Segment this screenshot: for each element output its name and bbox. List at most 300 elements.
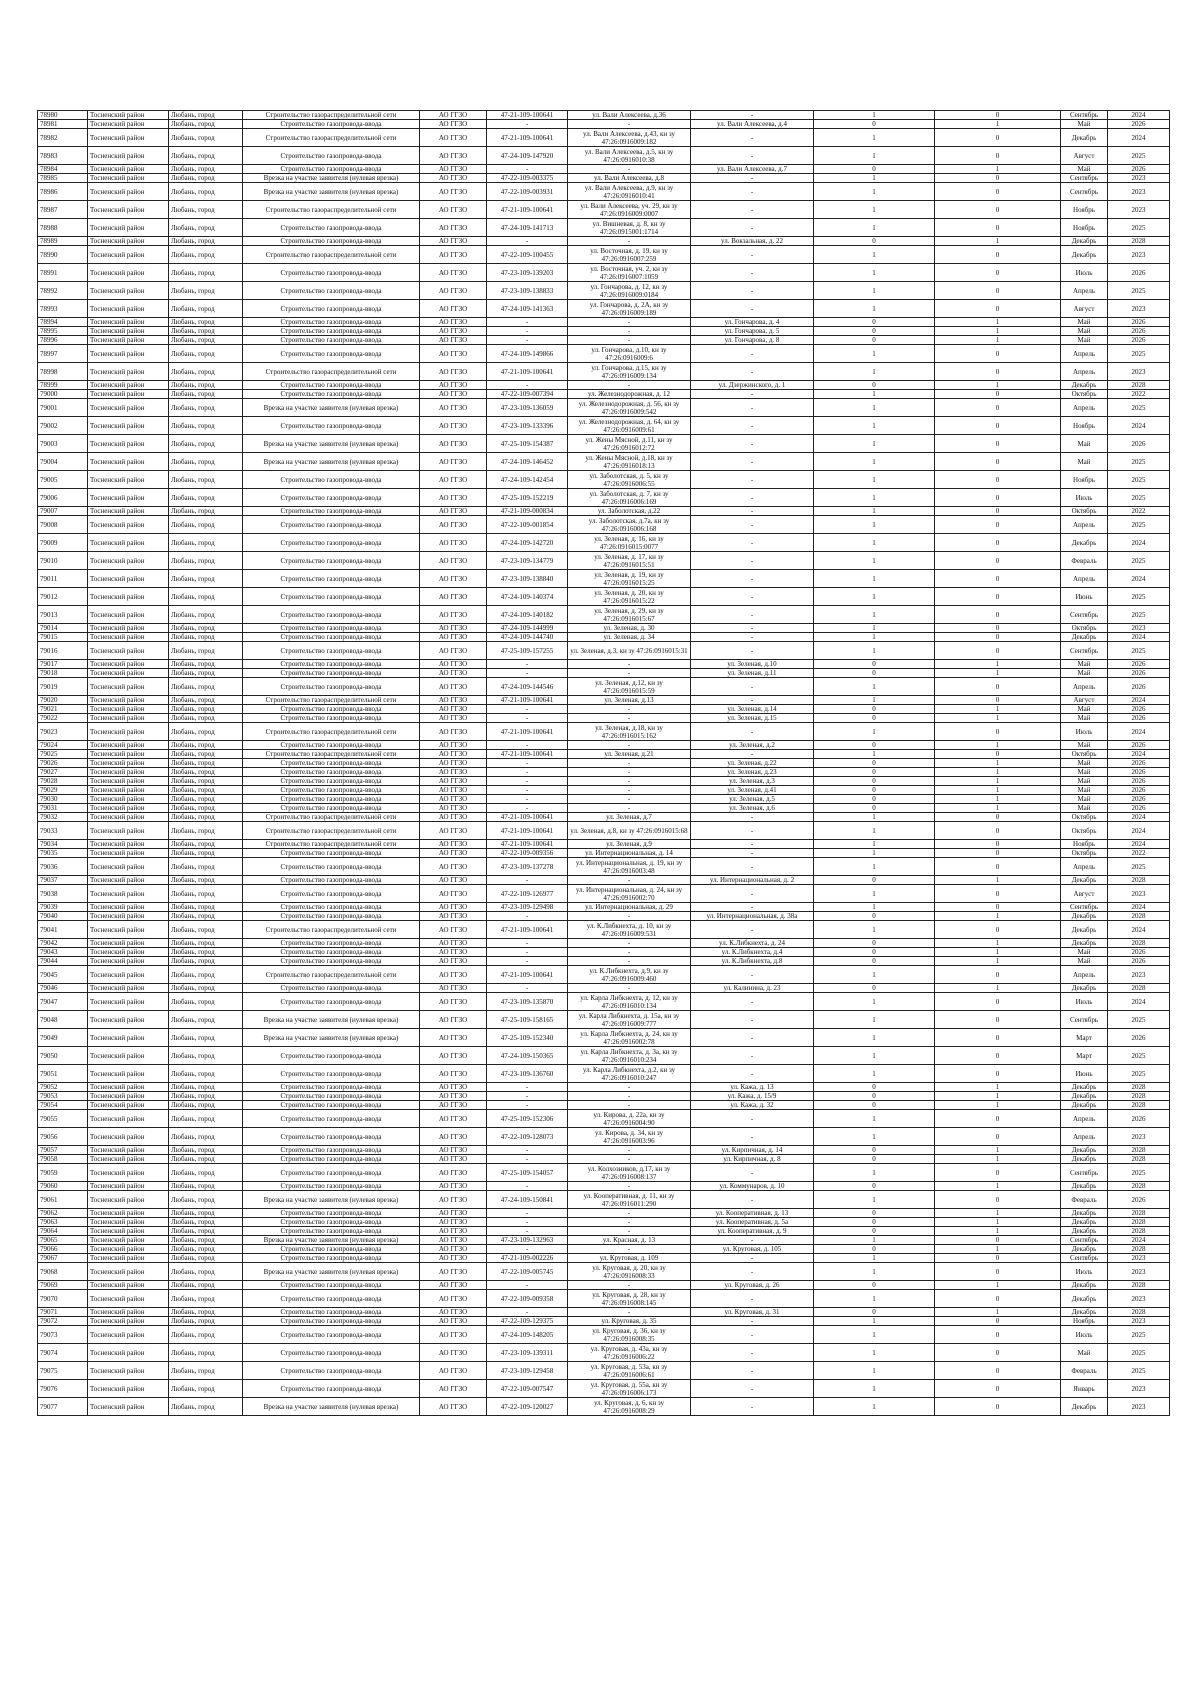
cell-year: 2024: [1108, 813, 1170, 822]
cell-work-type: Врезка на участке заявителя (нулевая врезка): [243, 1236, 420, 1245]
cell-tu-number: -: [487, 939, 568, 948]
cell-organization: АО ГГЗО: [420, 633, 487, 642]
cell-organization: АО ГГЗО: [420, 489, 487, 507]
cell-district: Тосненский район: [88, 840, 169, 849]
cell-district: Тосненский район: [88, 1011, 169, 1029]
cell-district: Тосненский район: [88, 1380, 169, 1398]
cell-row-number: 79048: [38, 1011, 88, 1029]
cell-count-without-tu: 0: [935, 471, 1061, 489]
cell-organization: АО ГГЗО: [420, 759, 487, 768]
cell-year: 2024: [1108, 633, 1170, 642]
cell-count-with-tu: 0: [814, 912, 935, 921]
cell-address-without-tu: -: [691, 552, 814, 570]
cell-count-without-tu: 0: [935, 588, 1061, 606]
cell-address-without-tu: -: [691, 1254, 814, 1263]
cell-locality: Любань, город: [169, 282, 243, 300]
cell-work-type: Строительство газопровода-ввода: [243, 660, 420, 669]
cell-locality: Любань, город: [169, 777, 243, 786]
cell-year: 2023: [1108, 966, 1170, 984]
cell-address-without-tu: ул. Зеленая, д.23: [691, 768, 814, 777]
table-row: [38, 1317, 1170, 1326]
cell-tu-number: 47-21-109-100641: [487, 750, 568, 759]
cell-month: Декабрь: [1061, 534, 1108, 552]
cell-locality: Любань, город: [169, 1263, 243, 1281]
cell-tu-number: 47-23-109-138840: [487, 570, 568, 588]
cell-district: Тосненский район: [88, 417, 169, 435]
cell-year: 2026: [1108, 948, 1170, 957]
cell-address-without-tu: ул. Зеленая, д.2: [691, 741, 814, 750]
cell-address-with-cadastral: -: [568, 957, 691, 966]
cell-row-number: 79063: [38, 1218, 88, 1227]
cell-locality: Любань, город: [169, 1218, 243, 1227]
cell-locality: Любань, город: [169, 1047, 243, 1065]
table-row: [38, 1110, 1170, 1128]
cell-district: Тосненский район: [88, 1047, 169, 1065]
cell-count-without-tu: 1: [935, 714, 1061, 723]
cell-month: Июнь: [1061, 588, 1108, 606]
cell-row-number: 78982: [38, 129, 88, 147]
cell-work-type: Строительство газопровода-ввода: [243, 282, 420, 300]
table-row: [38, 1380, 1170, 1398]
cell-locality: Любань, город: [169, 885, 243, 903]
cell-locality: Любань, город: [169, 1326, 243, 1344]
cell-year: 2025: [1108, 1065, 1170, 1083]
cell-year: 2026: [1108, 777, 1170, 786]
table-row: [38, 165, 1170, 174]
cell-row-number: 79030: [38, 795, 88, 804]
cell-row-number: 79022: [38, 714, 88, 723]
cell-row-number: 79020: [38, 696, 88, 705]
cell-address-with-cadastral: ул. Зеленая, д. 16, кн зу 47:26:0916015:0077: [568, 534, 691, 552]
cell-district: Тосненский район: [88, 1146, 169, 1155]
cell-work-type: Строительство газопровода-ввода: [243, 1245, 420, 1254]
cell-month: Июль: [1061, 1263, 1108, 1281]
cell-count-with-tu: 1: [814, 201, 935, 219]
table-row: [38, 1164, 1170, 1182]
cell-district: Тосненский район: [88, 741, 169, 750]
cell-row-number: 79013: [38, 606, 88, 624]
cell-district: Тосненский район: [88, 804, 169, 813]
cell-organization: АО ГГЗО: [420, 336, 487, 345]
cell-address-without-tu: -: [691, 1164, 814, 1182]
cell-year: 2025: [1108, 219, 1170, 237]
cell-district: Тосненский район: [88, 318, 169, 327]
cell-address-with-cadastral: -: [568, 984, 691, 993]
cell-work-type: Строительство газопровода-ввода: [243, 633, 420, 642]
cell-tu-number: 47-23-109-138833: [487, 282, 568, 300]
cell-row-number: 78998: [38, 363, 88, 381]
table-row: [38, 471, 1170, 489]
cell-address-without-tu: -: [691, 246, 814, 264]
cell-month: Май: [1061, 1344, 1108, 1362]
cell-organization: АО ГГЗО: [420, 1362, 487, 1380]
cell-count-without-tu: 0: [935, 966, 1061, 984]
cell-organization: АО ГГЗО: [420, 129, 487, 147]
cell-work-type: Строительство газопровода-ввода: [243, 165, 420, 174]
table-row: [38, 1362, 1170, 1380]
cell-month: Февраль: [1061, 1362, 1108, 1380]
cell-count-with-tu: 1: [814, 516, 935, 534]
cell-locality: Любань, город: [169, 183, 243, 201]
cell-address-without-tu: -: [691, 534, 814, 552]
cell-organization: АО ГГЗО: [420, 786, 487, 795]
cell-organization: АО ГГЗО: [420, 1344, 487, 1362]
cell-row-number: 79029: [38, 786, 88, 795]
cell-tu-number: -: [487, 1083, 568, 1092]
cell-month: Ноябрь: [1061, 417, 1108, 435]
cell-address-without-tu: -: [691, 1029, 814, 1047]
cell-count-without-tu: 1: [935, 939, 1061, 948]
cell-district: Тосненский район: [88, 849, 169, 858]
cell-count-without-tu: 0: [935, 1164, 1061, 1182]
cell-tu-number: 47-24-109-149866: [487, 345, 568, 363]
table-row: [38, 786, 1170, 795]
cell-row-number: 79032: [38, 813, 88, 822]
table-row: [38, 453, 1170, 471]
cell-count-without-tu: 1: [935, 1308, 1061, 1317]
table-row: [38, 858, 1170, 876]
cell-tu-number: 47-21-109-100641: [487, 723, 568, 741]
cell-year: 2026: [1108, 1029, 1170, 1047]
cell-row-number: 79008: [38, 516, 88, 534]
cell-address-with-cadastral: ул. К.Либкнехта, д.9, кн зу 47:26:0916009:460: [568, 966, 691, 984]
cell-district: Тосненский район: [88, 516, 169, 534]
cell-month: Апрель: [1061, 516, 1108, 534]
cell-year: 2023: [1108, 1290, 1170, 1308]
cell-locality: Любань, город: [169, 669, 243, 678]
cell-organization: АО ГГЗО: [420, 1245, 487, 1254]
cell-work-type: Строительство газораспределительной сети: [243, 813, 420, 822]
cell-district: Тосненский район: [88, 282, 169, 300]
cell-organization: АО ГГЗО: [420, 822, 487, 840]
cell-district: Тосненский район: [88, 399, 169, 417]
cell-month: Март: [1061, 1029, 1108, 1047]
cell-work-type: Строительство газопровода-ввода: [243, 318, 420, 327]
cell-organization: АО ГГЗО: [420, 516, 487, 534]
cell-organization: АО ГГЗО: [420, 678, 487, 696]
cell-organization: АО ГГЗО: [420, 588, 487, 606]
cell-address-with-cadastral: -: [568, 1155, 691, 1164]
cell-work-type: Строительство газопровода-ввода: [243, 642, 420, 660]
cell-year: 2026: [1108, 435, 1170, 453]
cell-month: Декабрь: [1061, 1308, 1108, 1317]
table-row: [38, 246, 1170, 264]
cell-organization: АО ГГЗО: [420, 1092, 487, 1101]
cell-organization: АО ГГЗО: [420, 570, 487, 588]
cell-work-type: Строительство газопровода-ввода: [243, 1362, 420, 1380]
cell-locality: Любань, город: [169, 750, 243, 759]
cell-address-with-cadastral: ул. Круговая, д. 36, кн зу 47:26:0916008:35: [568, 1326, 691, 1344]
cell-address-with-cadastral: ул. Зеленая, д.21: [568, 750, 691, 759]
cell-address-with-cadastral: ул. Круговая, д. 55а, кн зу 47:26:0916006:173: [568, 1380, 691, 1398]
cell-address-without-tu: -: [691, 489, 814, 507]
cell-month: Май: [1061, 453, 1108, 471]
cell-count-with-tu: 0: [814, 741, 935, 750]
cell-count-with-tu: 1: [814, 219, 935, 237]
cell-locality: Любань, город: [169, 678, 243, 696]
cell-organization: АО ГГЗО: [420, 624, 487, 633]
cell-count-without-tu: 1: [935, 795, 1061, 804]
cell-locality: Любань, город: [169, 174, 243, 183]
cell-count-with-tu: 1: [814, 1164, 935, 1182]
cell-address-without-tu: ул. Вали Алексеева, д.4: [691, 120, 814, 129]
table-row: [38, 840, 1170, 849]
cell-month: Апрель: [1061, 966, 1108, 984]
cell-work-type: Врезка на участке заявителя (нулевая врезка): [243, 174, 420, 183]
cell-work-type: Строительство газопровода-ввода: [243, 669, 420, 678]
cell-district: Тосненский район: [88, 813, 169, 822]
cell-tu-number: 47-23-109-135870: [487, 993, 568, 1011]
cell-tu-number: 47-21-109-002226: [487, 1254, 568, 1263]
cell-locality: Любань, город: [169, 1254, 243, 1263]
cell-district: Тосненский район: [88, 471, 169, 489]
cell-count-with-tu: 1: [814, 1290, 935, 1308]
cell-work-type: Строительство газопровода-ввода: [243, 588, 420, 606]
cell-address-without-tu: -: [691, 1128, 814, 1146]
cell-address-with-cadastral: -: [568, 705, 691, 714]
cell-year: 2026: [1108, 786, 1170, 795]
cell-count-without-tu: 1: [935, 948, 1061, 957]
cell-year: 2023: [1108, 1398, 1170, 1416]
cell-organization: АО ГГЗО: [420, 507, 487, 516]
cell-district: Тосненский район: [88, 174, 169, 183]
cell-count-without-tu: 0: [935, 1011, 1061, 1029]
cell-work-type: Строительство газопровода-ввода: [243, 768, 420, 777]
cell-count-without-tu: 1: [935, 327, 1061, 336]
cell-district: Тосненский район: [88, 1245, 169, 1254]
cell-locality: Любань, город: [169, 1236, 243, 1245]
cell-month: Декабрь: [1061, 1155, 1108, 1164]
cell-tu-number: 47-25-109-152219: [487, 489, 568, 507]
cell-tu-number: 47-21-109-100641: [487, 129, 568, 147]
cell-address-with-cadastral: ул. Зеленая, д. 34: [568, 633, 691, 642]
cell-address-with-cadastral: ул. Заболотская, д. 7, кн зу 47:26:0916006:169: [568, 489, 691, 507]
cell-address-without-tu: -: [691, 588, 814, 606]
table-row: [38, 282, 1170, 300]
cell-year: 2023: [1108, 1380, 1170, 1398]
cell-row-number: 79077: [38, 1398, 88, 1416]
cell-year: 2026: [1108, 1110, 1170, 1128]
cell-work-type: Строительство газопровода-ввода: [243, 1326, 420, 1344]
cell-locality: Любань, город: [169, 264, 243, 282]
cell-address-with-cadastral: ул. Круговая, д. 43а, кн зу 47:26:0916006:22: [568, 1344, 691, 1362]
cell-district: Тосненский район: [88, 246, 169, 264]
cell-organization: АО ГГЗО: [420, 534, 487, 552]
cell-work-type: Строительство газопровода-ввода: [243, 903, 420, 912]
cell-count-without-tu: 0: [935, 1254, 1061, 1263]
cell-district: Тосненский район: [88, 1362, 169, 1380]
cell-district: Тосненский район: [88, 714, 169, 723]
cell-address-without-tu: -: [691, 822, 814, 840]
cell-tu-number: 47-21-109-100641: [487, 111, 568, 120]
cell-tu-number: -: [487, 327, 568, 336]
cell-month: Сентябрь: [1061, 183, 1108, 201]
cell-district: Тосненский район: [88, 552, 169, 570]
cell-address-with-cadastral: -: [568, 381, 691, 390]
cell-district: Тосненский район: [88, 984, 169, 993]
table-row: [38, 345, 1170, 363]
cell-count-with-tu: 1: [814, 147, 935, 165]
cell-row-number: 78997: [38, 345, 88, 363]
cell-year: 2026: [1108, 669, 1170, 678]
cell-locality: Любань, город: [169, 381, 243, 390]
cell-district: Тосненский район: [88, 696, 169, 705]
table-row: [38, 327, 1170, 336]
cell-count-with-tu: 0: [814, 939, 935, 948]
cell-locality: Любань, город: [169, 588, 243, 606]
cell-month: Декабрь: [1061, 1398, 1108, 1416]
cell-count-without-tu: 1: [935, 957, 1061, 966]
cell-organization: АО ГГЗО: [420, 606, 487, 624]
cell-address-with-cadastral: ул. Железнодорожная, д. 64, кн зу 47:26:0916009:61: [568, 417, 691, 435]
cell-count-without-tu: 0: [935, 921, 1061, 939]
cell-count-with-tu: 1: [814, 642, 935, 660]
cell-year: 2028: [1108, 1209, 1170, 1218]
cell-district: Тосненский район: [88, 1182, 169, 1191]
cell-count-with-tu: 1: [814, 858, 935, 876]
cell-tu-number: 47-23-109-139311: [487, 1344, 568, 1362]
cell-district: Тосненский район: [88, 165, 169, 174]
cell-year: 2028: [1108, 1092, 1170, 1101]
cell-count-without-tu: 0: [935, 1029, 1061, 1047]
cell-count-without-tu: 1: [935, 165, 1061, 174]
cell-count-with-tu: 0: [814, 948, 935, 957]
cell-locality: Любань, город: [169, 912, 243, 921]
cell-address-with-cadastral: -: [568, 1092, 691, 1101]
cell-count-with-tu: 1: [814, 1317, 935, 1326]
cell-count-with-tu: 0: [814, 768, 935, 777]
table-row: [38, 669, 1170, 678]
cell-address-without-tu: -: [691, 507, 814, 516]
cell-work-type: Строительство газораспределительной сети: [243, 129, 420, 147]
cell-count-with-tu: 1: [814, 363, 935, 381]
table-row: [38, 336, 1170, 345]
cell-work-type: Строительство газопровода-ввода: [243, 1218, 420, 1227]
cell-count-with-tu: 1: [814, 1029, 935, 1047]
cell-work-type: Строительство газопровода-ввода: [243, 957, 420, 966]
cell-work-type: Строительство газопровода-ввода: [243, 1290, 420, 1308]
cell-address-with-cadastral: ул. Восточная, уч. 2, кн зу 47:26:0916007:1059: [568, 264, 691, 282]
cell-tu-number: -: [487, 912, 568, 921]
cell-work-type: Врезка на участке заявителя (нулевая врезка): [243, 1398, 420, 1416]
cell-year: 2024: [1108, 840, 1170, 849]
cell-count-without-tu: 1: [935, 984, 1061, 993]
cell-count-with-tu: 1: [814, 1110, 935, 1128]
cell-address-without-tu: -: [691, 174, 814, 183]
cell-address-with-cadastral: -: [568, 714, 691, 723]
cell-tu-number: 47-22-109-126977: [487, 885, 568, 903]
cell-row-number: 79000: [38, 390, 88, 399]
cell-count-with-tu: 0: [814, 1182, 935, 1191]
cell-month: Апрель: [1061, 678, 1108, 696]
cell-locality: Любань, город: [169, 489, 243, 507]
cell-locality: Любань, город: [169, 957, 243, 966]
cell-count-without-tu: 1: [935, 876, 1061, 885]
cell-address-with-cadastral: ул. Заболотская, д.22: [568, 507, 691, 516]
cell-row-number: 79057: [38, 1146, 88, 1155]
table-row: [38, 903, 1170, 912]
table-row: [38, 921, 1170, 939]
cell-row-number: 79025: [38, 750, 88, 759]
cell-count-with-tu: 1: [814, 1236, 935, 1245]
cell-district: Тосненский район: [88, 147, 169, 165]
cell-address-without-tu: -: [691, 1011, 814, 1029]
cell-address-without-tu: -: [691, 183, 814, 201]
cell-address-with-cadastral: ул. Зеленая, д. 19, кн зу 47:26:0916015:25: [568, 570, 691, 588]
table-row: [38, 822, 1170, 840]
cell-work-type: Строительство газопровода-ввода: [243, 120, 420, 129]
cell-count-without-tu: 0: [935, 813, 1061, 822]
cell-address-without-tu: ул. Вокзальная, д. 22: [691, 237, 814, 246]
cell-district: Тосненский район: [88, 759, 169, 768]
cell-month: Август: [1061, 147, 1108, 165]
cell-tu-number: -: [487, 1218, 568, 1227]
cell-month: Апрель: [1061, 345, 1108, 363]
cell-locality: Любань, город: [169, 363, 243, 381]
cell-work-type: Строительство газопровода-ввода: [243, 858, 420, 876]
cell-organization: АО ГГЗО: [420, 849, 487, 858]
cell-address-without-tu: -: [691, 1344, 814, 1362]
cell-year: 2023: [1108, 1317, 1170, 1326]
cell-year: 2024: [1108, 1236, 1170, 1245]
cell-address-with-cadastral: -: [568, 1146, 691, 1155]
cell-month: Июнь: [1061, 1065, 1108, 1083]
cell-locality: Любань, город: [169, 1110, 243, 1128]
cell-address-with-cadastral: ул. Зеленая, д. 20, кн зу 47:26:0916015:22: [568, 588, 691, 606]
cell-locality: Любань, город: [169, 624, 243, 633]
cell-organization: АО ГГЗО: [420, 939, 487, 948]
cell-year: 2022: [1108, 390, 1170, 399]
cell-count-without-tu: 0: [935, 417, 1061, 435]
cell-address-without-tu: ул. Зеленая, д.15: [691, 714, 814, 723]
cell-address-with-cadastral: -: [568, 759, 691, 768]
cell-district: Тосненский район: [88, 921, 169, 939]
cell-tu-number: 47-24-109-144740: [487, 633, 568, 642]
table-row: [38, 1128, 1170, 1146]
cell-organization: АО ГГЗО: [420, 669, 487, 678]
cell-tu-number: -: [487, 1245, 568, 1254]
cell-locality: Любань, город: [169, 246, 243, 264]
cell-work-type: Строительство газопровода-ввода: [243, 759, 420, 768]
cell-district: Тосненский район: [88, 966, 169, 984]
cell-locality: Любань, город: [169, 741, 243, 750]
cell-organization: АО ГГЗО: [420, 948, 487, 957]
cell-organization: АО ГГЗО: [420, 1263, 487, 1281]
cell-count-without-tu: 0: [935, 849, 1061, 858]
cell-row-number: 79058: [38, 1155, 88, 1164]
table-row: [38, 1047, 1170, 1065]
cell-count-without-tu: 0: [935, 696, 1061, 705]
cell-address-without-tu: ул. Дзержинского, д. 1: [691, 381, 814, 390]
table-row: [38, 1092, 1170, 1101]
cell-tu-number: -: [487, 705, 568, 714]
cell-address-with-cadastral: ул. Зеленая, д.13: [568, 696, 691, 705]
cell-organization: АО ГГЗО: [420, 399, 487, 417]
cell-work-type: Строительство газопровода-ввода: [243, 300, 420, 318]
cell-address-without-tu: -: [691, 570, 814, 588]
cell-month: Декабрь: [1061, 876, 1108, 885]
cell-locality: Любань, город: [169, 786, 243, 795]
cell-address-with-cadastral: -: [568, 1101, 691, 1110]
cell-row-number: 79052: [38, 1083, 88, 1092]
cell-work-type: Строительство газораспределительной сети: [243, 822, 420, 840]
cell-count-with-tu: 1: [814, 750, 935, 759]
table-row: [38, 237, 1170, 246]
cell-locality: Любань, город: [169, 939, 243, 948]
cell-count-with-tu: 1: [814, 417, 935, 435]
table-row: [38, 381, 1170, 390]
cell-organization: АО ГГЗО: [420, 984, 487, 993]
